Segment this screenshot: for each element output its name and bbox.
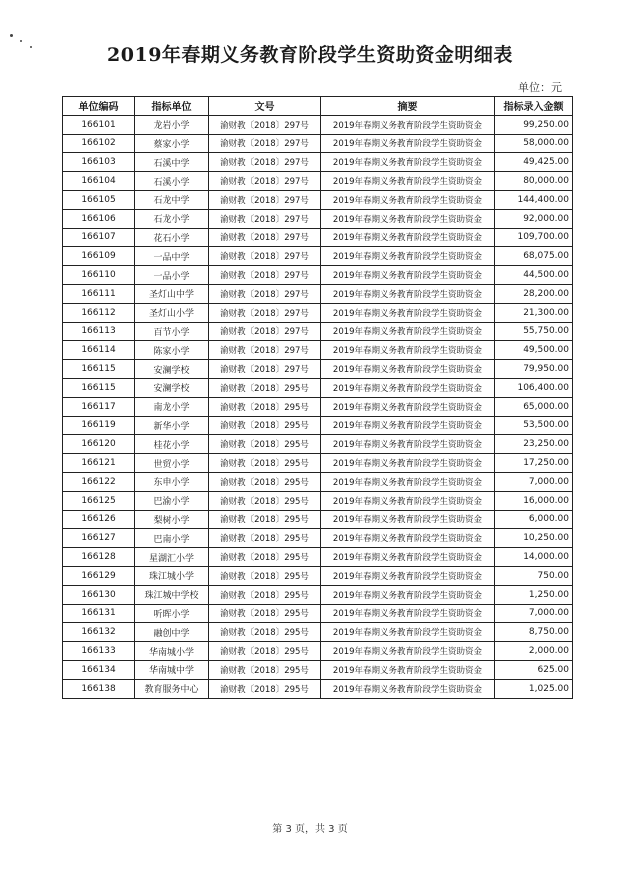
amount-cell: 92,000.00 — [495, 209, 573, 228]
unit-code-cell: 166126 — [63, 510, 135, 529]
table-row — [63, 435, 573, 454]
unit-name-cell: 石溪小学 — [135, 172, 209, 191]
document-number-cell: 渝财教〔2018〕297号 — [209, 266, 321, 285]
unit-code-cell: 166129 — [63, 566, 135, 585]
summary-cell: 2019年春期义务教育阶段学生资助资金 — [321, 134, 495, 153]
document-number-cell: 渝财教〔2018〕297号 — [209, 172, 321, 191]
amount-cell: 2,000.00 — [495, 642, 573, 661]
summary-cell: 2019年春期义务教育阶段学生资助资金 — [321, 510, 495, 529]
summary-cell: 2019年春期义务教育阶段学生资助资金 — [321, 341, 495, 360]
unit-name-cell: 桂花小学 — [135, 435, 209, 454]
unit-code-cell: 166112 — [63, 303, 135, 322]
unit-code-cell: 166113 — [63, 322, 135, 341]
unit-name-cell: 一品中学 — [135, 247, 209, 266]
summary-cell: 2019年春期义务教育阶段学生资助资金 — [321, 566, 495, 585]
document-number-cell: 渝财教〔2018〕297号 — [209, 115, 321, 134]
unit-code-cell: 166110 — [63, 266, 135, 285]
document-number-cell: 渝财教〔2018〕295号 — [209, 416, 321, 435]
unit-name-cell: 听晖小学 — [135, 604, 209, 623]
summary-cell: 2019年春期义务教育阶段学生资助资金 — [321, 322, 495, 341]
summary-cell: 2019年春期义务教育阶段学生资助资金 — [321, 284, 495, 303]
summary-cell: 2019年春期义务教育阶段学生资助资金 — [321, 679, 495, 698]
table-body — [63, 115, 573, 698]
summary-cell: 2019年春期义务教育阶段学生资助资金 — [321, 548, 495, 567]
document-number-cell: 渝财教〔2018〕295号 — [209, 679, 321, 698]
table-row — [63, 153, 573, 172]
unit-name-cell: 巴南小学 — [135, 529, 209, 548]
document-number-cell: 渝财教〔2018〕295号 — [209, 491, 321, 510]
unit-name-cell: 花石小学 — [135, 228, 209, 247]
unit-code-cell: 166132 — [63, 623, 135, 642]
amount-cell: 65,000.00 — [495, 397, 573, 416]
summary-cell: 2019年春期义务教育阶段学生资助资金 — [321, 209, 495, 228]
document-number-cell: 渝财教〔2018〕295号 — [209, 548, 321, 567]
unit-code-cell: 166101 — [63, 115, 135, 134]
header-summary: 摘要 — [321, 97, 495, 116]
unit-name-cell: 东申小学 — [135, 472, 209, 491]
summary-cell: 2019年春期义务教育阶段学生资助资金 — [321, 454, 495, 473]
unit-code-cell: 166125 — [63, 491, 135, 510]
document-number-cell: 渝财教〔2018〕295号 — [209, 585, 321, 604]
summary-cell: 2019年春期义务教育阶段学生资助资金 — [321, 303, 495, 322]
table-row — [63, 510, 573, 529]
unit-code-cell: 166130 — [63, 585, 135, 604]
document-number-cell: 渝财教〔2018〕297号 — [209, 228, 321, 247]
document-number-cell: 渝财教〔2018〕295号 — [209, 604, 321, 623]
table-row — [63, 660, 573, 679]
amount-cell: 109,700.00 — [495, 228, 573, 247]
table-row — [63, 472, 573, 491]
table-row — [63, 115, 573, 134]
table-row — [63, 378, 573, 397]
document-number-cell: 渝财教〔2018〕297号 — [209, 209, 321, 228]
unit-code-cell: 166122 — [63, 472, 135, 491]
amount-cell: 7,000.00 — [495, 604, 573, 623]
page-number: 第 3 页，共 3 页 — [272, 824, 348, 835]
header-amount: 指标录入金额 — [495, 97, 573, 116]
unit-code-cell: 166103 — [63, 153, 135, 172]
unit-name-cell: 安澜学校 — [135, 378, 209, 397]
document-number-cell: 渝财教〔2018〕295号 — [209, 472, 321, 491]
document-number-cell: 渝财教〔2018〕295号 — [209, 623, 321, 642]
document-number-cell: 渝财教〔2018〕295号 — [209, 397, 321, 416]
summary-cell: 2019年春期义务教育阶段学生资助资金 — [321, 247, 495, 266]
amount-cell: 16,000.00 — [495, 491, 573, 510]
unit-name-cell: 南龙小学 — [135, 397, 209, 416]
unit-code-cell: 166105 — [63, 190, 135, 209]
unit-name-cell: 圣灯山中学 — [135, 284, 209, 303]
table-row — [63, 679, 573, 698]
table-row — [63, 247, 573, 266]
document-number-cell: 渝财教〔2018〕297号 — [209, 341, 321, 360]
unit-name-cell: 巴渝小学 — [135, 491, 209, 510]
document-number-cell: 渝财教〔2018〕297号 — [209, 134, 321, 153]
unit-code-cell: 166119 — [63, 416, 135, 435]
table-row — [63, 172, 573, 191]
table-row — [63, 341, 573, 360]
summary-cell: 2019年春期义务教育阶段学生资助资金 — [321, 115, 495, 134]
summary-cell: 2019年春期义务教育阶段学生资助资金 — [321, 266, 495, 285]
unit-code-cell: 166138 — [63, 679, 135, 698]
table-row — [63, 642, 573, 661]
unit-code-cell: 166102 — [63, 134, 135, 153]
unit-code-cell: 166114 — [63, 341, 135, 360]
header-unit-code: 单位编码 — [63, 97, 135, 116]
document-number-cell: 渝财教〔2018〕295号 — [209, 566, 321, 585]
table-row — [63, 491, 573, 510]
amount-cell: 49,500.00 — [495, 341, 573, 360]
table-row — [63, 566, 573, 585]
unit-code-cell: 166131 — [63, 604, 135, 623]
header-unit-name: 指标单位 — [135, 97, 209, 116]
summary-cell: 2019年春期义务教育阶段学生资助资金 — [321, 529, 495, 548]
table-row — [63, 360, 573, 379]
amount-cell: 49,425.00 — [495, 153, 573, 172]
amount-cell: 7,000.00 — [495, 472, 573, 491]
unit-code-cell: 166107 — [63, 228, 135, 247]
document-number-cell: 渝财教〔2018〕297号 — [209, 190, 321, 209]
document-number-cell: 渝财教〔2018〕295号 — [209, 454, 321, 473]
table-row — [63, 548, 573, 567]
summary-cell: 2019年春期义务教育阶段学生资助资金 — [321, 435, 495, 454]
table-row — [63, 190, 573, 209]
unit-name-cell: 安澜学校 — [135, 360, 209, 379]
unit-name-cell: 龙岩小学 — [135, 115, 209, 134]
amount-cell: 23,250.00 — [495, 435, 573, 454]
unit-name-cell: 百节小学 — [135, 322, 209, 341]
unit-code-cell: 166133 — [63, 642, 135, 661]
table-row — [63, 209, 573, 228]
unit-name-cell: 珠江城中学校 — [135, 585, 209, 604]
summary-cell: 2019年春期义务教育阶段学生资助资金 — [321, 228, 495, 247]
document-number-cell: 渝财教〔2018〕295号 — [209, 660, 321, 679]
unit-name-cell: 石龙中学 — [135, 190, 209, 209]
summary-cell: 2019年春期义务教育阶段学生资助资金 — [321, 360, 495, 379]
amount-cell: 28,200.00 — [495, 284, 573, 303]
table-row — [63, 134, 573, 153]
unit-code-cell: 166120 — [63, 435, 135, 454]
unit-name-cell: 华南城中学 — [135, 660, 209, 679]
table-row — [63, 604, 573, 623]
document-title: 2019年春期义务教育阶段学生资助资金明细表 — [107, 44, 513, 66]
summary-cell: 2019年春期义务教育阶段学生资助资金 — [321, 604, 495, 623]
unit-name-cell: 华南城小学 — [135, 642, 209, 661]
amount-cell: 80,000.00 — [495, 172, 573, 191]
unit-name-cell: 世贸小学 — [135, 454, 209, 473]
summary-cell: 2019年春期义务教育阶段学生资助资金 — [321, 416, 495, 435]
table-row — [63, 416, 573, 435]
document-number-cell: 渝财教〔2018〕295号 — [209, 378, 321, 397]
summary-cell: 2019年春期义务教育阶段学生资助资金 — [321, 472, 495, 491]
document-number-cell: 渝财教〔2018〕295号 — [209, 529, 321, 548]
unit-name-cell: 新华小学 — [135, 416, 209, 435]
unit-name-cell: 星湖汇小学 — [135, 548, 209, 567]
amount-cell: 99,250.00 — [495, 115, 573, 134]
scan-speck — [10, 34, 13, 37]
summary-cell: 2019年春期义务教育阶段学生资助资金 — [321, 397, 495, 416]
document-number-cell: 渝财教〔2018〕297号 — [209, 153, 321, 172]
summary-cell: 2019年春期义务教育阶段学生资助资金 — [321, 153, 495, 172]
document-number-cell: 渝财教〔2018〕297号 — [209, 247, 321, 266]
unit-code-cell: 166117 — [63, 397, 135, 416]
amount-cell: 79,950.00 — [495, 360, 573, 379]
amount-cell: 10,250.00 — [495, 529, 573, 548]
summary-cell: 2019年春期义务教育阶段学生资助资金 — [321, 190, 495, 209]
document-number-cell: 渝财教〔2018〕297号 — [209, 360, 321, 379]
unit-code-cell: 166115 — [63, 360, 135, 379]
unit-code-cell: 166128 — [63, 548, 135, 567]
table-row — [63, 284, 573, 303]
header-document-number: 文号 — [209, 97, 321, 116]
unit-code-cell: 166104 — [63, 172, 135, 191]
summary-cell: 2019年春期义务教育阶段学生资助资金 — [321, 491, 495, 510]
amount-cell: 44,500.00 — [495, 266, 573, 285]
document-number-cell: 渝财教〔2018〕297号 — [209, 303, 321, 322]
summary-cell: 2019年春期义务教育阶段学生资助资金 — [321, 642, 495, 661]
document-number-cell: 渝财教〔2018〕295号 — [209, 642, 321, 661]
amount-cell: 625.00 — [495, 660, 573, 679]
summary-cell: 2019年春期义务教育阶段学生资助资金 — [321, 172, 495, 191]
unit-name-cell: 石溪中学 — [135, 153, 209, 172]
document-number-cell: 渝财教〔2018〕297号 — [209, 322, 321, 341]
unit-name-cell: 融创中学 — [135, 623, 209, 642]
table-row — [63, 397, 573, 416]
table-row — [63, 529, 573, 548]
document-number-cell: 渝财教〔2018〕297号 — [209, 284, 321, 303]
table-row — [63, 585, 573, 604]
unit-code-cell: 166121 — [63, 454, 135, 473]
funding-detail-table — [62, 96, 573, 699]
amount-cell: 58,000.00 — [495, 134, 573, 153]
unit-code-cell: 166109 — [63, 247, 135, 266]
amount-cell: 21,300.00 — [495, 303, 573, 322]
table-row — [63, 623, 573, 642]
unit-name-cell: 陈家小学 — [135, 341, 209, 360]
unit-code-cell: 166111 — [63, 284, 135, 303]
summary-cell: 2019年春期义务教育阶段学生资助资金 — [321, 585, 495, 604]
amount-cell: 68,075.00 — [495, 247, 573, 266]
unit-name-cell: 一品小学 — [135, 266, 209, 285]
unit-name-cell: 蔡家小学 — [135, 134, 209, 153]
unit-code-cell: 166127 — [63, 529, 135, 548]
unit-name-cell: 石龙小学 — [135, 209, 209, 228]
amount-cell: 144,400.00 — [495, 190, 573, 209]
document-number-cell: 渝财教〔2018〕295号 — [209, 435, 321, 454]
amount-cell: 53,500.00 — [495, 416, 573, 435]
amount-cell: 6,000.00 — [495, 510, 573, 529]
amount-cell: 750.00 — [495, 566, 573, 585]
amount-cell: 1,250.00 — [495, 585, 573, 604]
table-row — [63, 322, 573, 341]
amount-cell: 55,750.00 — [495, 322, 573, 341]
unit-name-cell: 圣灯山小学 — [135, 303, 209, 322]
unit-name-cell: 教育服务中心 — [135, 679, 209, 698]
amount-cell: 8,750.00 — [495, 623, 573, 642]
unit-code-cell: 166106 — [63, 209, 135, 228]
summary-cell: 2019年春期义务教育阶段学生资助资金 — [321, 378, 495, 397]
table-header-row — [63, 97, 573, 116]
summary-cell: 2019年春期义务教育阶段学生资助资金 — [321, 660, 495, 679]
unit-code-cell: 166134 — [63, 660, 135, 679]
document-number-cell: 渝财教〔2018〕295号 — [209, 510, 321, 529]
unit-name-cell: 珠江城小学 — [135, 566, 209, 585]
unit-name-cell: 梨树小学 — [135, 510, 209, 529]
amount-cell: 14,000.00 — [495, 548, 573, 567]
table-row — [63, 228, 573, 247]
amount-cell: 1,025.00 — [495, 679, 573, 698]
table-row — [63, 266, 573, 285]
summary-cell: 2019年春期义务教育阶段学生资助资金 — [321, 623, 495, 642]
table-row — [63, 454, 573, 473]
table-row — [63, 303, 573, 322]
unit-code-cell: 166115 — [63, 378, 135, 397]
amount-cell: 17,250.00 — [495, 454, 573, 473]
amount-cell: 106,400.00 — [495, 378, 573, 397]
unit-label: 单位：元 — [518, 81, 562, 94]
